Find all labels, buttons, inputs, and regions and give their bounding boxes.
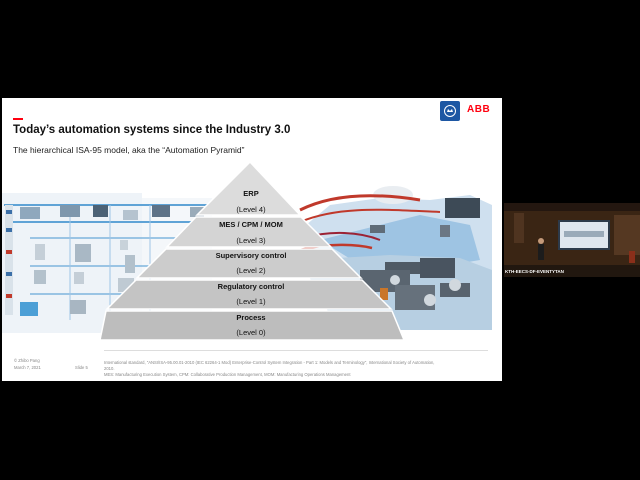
crown-icon <box>443 104 457 118</box>
pyramid-level-4-number: (Level 4) <box>236 205 266 214</box>
abb-logo: ABB <box>467 104 491 115</box>
pyramid-level-3-number: (Level 3) <box>236 236 266 245</box>
footer-author: © Zhibo Pang <box>14 358 40 363</box>
footer-slide-number: Slide 5 <box>75 365 88 370</box>
video-participant-label: KTH-EECS-DF-EVENTYTAN <box>505 269 564 274</box>
university-logo <box>440 101 460 121</box>
footer-divider <box>104 350 488 351</box>
title-accent-bar <box>13 118 23 120</box>
footer-date: March 7, 2021 <box>14 365 41 370</box>
pyramid-level-1-number: (Level 1) <box>236 297 266 306</box>
pyramid-level-2-name: Supervisory control <box>215 251 287 260</box>
pyramid-level-4-name: ERP <box>243 189 259 198</box>
footer-reference-year: 2010. <box>104 366 115 371</box>
pyramid-level-3-name: MES / CPM / MOM <box>219 220 283 229</box>
footer-acronyms: MES: Manufacturing Execution System, CPM: Collaborative Production Management, MOM: Manufacturing Operations Management <box>104 372 351 377</box>
pyramid-level-2-number: (Level 2) <box>236 266 266 275</box>
speaker-video-thumbnail[interactable] <box>504 203 640 277</box>
slide-title: Today’s automation systems since the Industry 3.0 <box>13 124 291 136</box>
lecture-room-image <box>504 203 640 277</box>
footer-reference: International standard, “ANSI/ISA-95.00.01-2010 (IEC 62264-1 Mod) Enterprise-Control System Integration - Part 1: Models and Terminology”, International Society of Automation, <box>104 360 435 365</box>
pyramid-level-0-name: Process <box>236 313 266 322</box>
pyramid-level-1-name: Regulatory control <box>217 282 285 291</box>
pyramid-level-0-number: (Level 0) <box>236 328 266 337</box>
slide-subtitle: The hierarchical ISA-95 model, aka the “Automation Pyramid” <box>13 145 245 155</box>
